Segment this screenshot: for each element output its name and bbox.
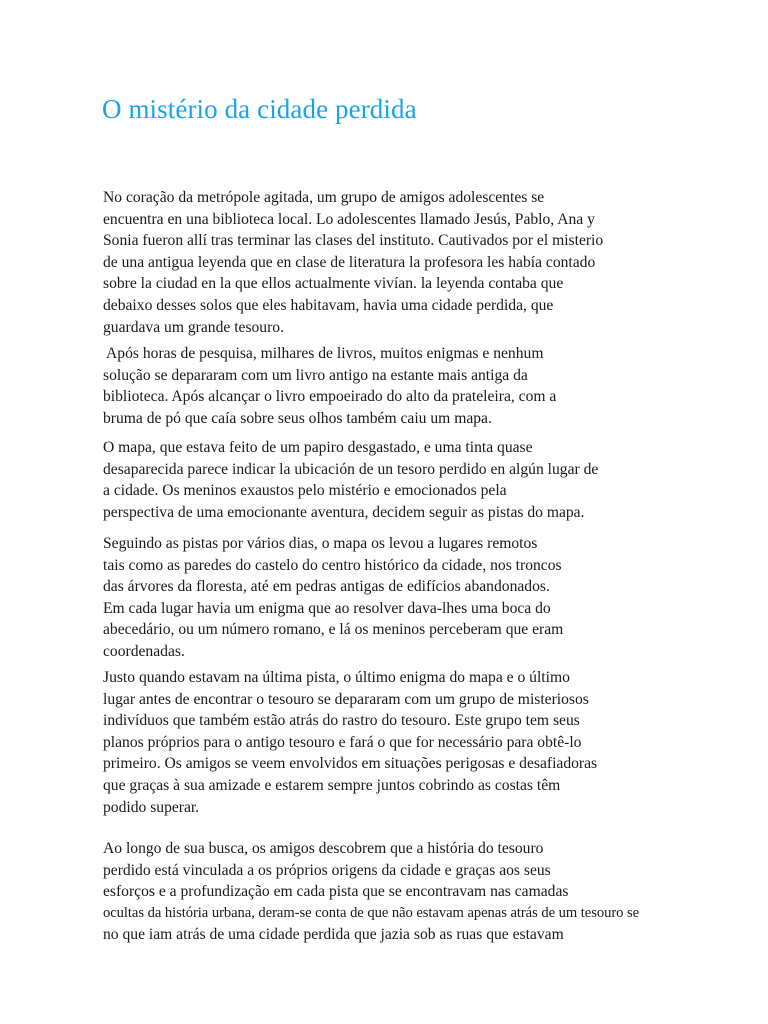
text-line: planos próprios para o antigo tesouro e fará o que for necessário para obtê-lo [103,733,582,751]
text-line: lugar antes de encontrar o tesouro se depararam com um grupo de misteriosos [103,690,589,708]
text-line: no que iam atrás de uma cidade perdida que jazia sob as ruas que estavam [103,926,564,944]
text-line: No coração da metrópole agitada, um grupo de amigos adolescentes se [103,189,545,206]
text-line: indivíduos que também estão atrás do rastro do tesouro. Este grupo tem seus [103,712,580,730]
paragraph-4 [103,533,563,663]
text-line: desaparecida parece indicar la ubicación de un tesoro perdido en algún lugar de [103,460,599,478]
paragraph-5 [103,667,597,818]
text-line: bruma de pó que caía sobre seus olhos também caiu um mapa. [103,409,492,427]
text-line: de una antigua leyenda que en clase de literatura la profesora les había contado [103,253,596,271]
text-line: ocultas da história urbana, deram-se conta de que não estavam apenas atrás de um tesouro se [103,904,640,921]
text-line: perdido está vinculada a os próprios origens da cidade e graças aos seus [103,861,551,879]
text-line: Após horas de pesquisa, milhares de livros, muitos enigmas e nenhum [103,345,544,362]
paragraph-2 [103,343,556,429]
text-line: guardava um grande tesouro. [103,318,284,336]
text-line: das árvores da floresta, até em pedras antigas de edifícios abandonados. [103,578,550,596]
text-line: debaixo desses solos que eles habitavam, havia uma cidade perdida, que [103,296,554,314]
text-line: tais como as paredes do castelo do centro histórico da cidade, nos troncos [103,556,562,574]
paragraph-6 [103,838,639,946]
text-line: Ao longo de sua busca, os amigos descobrem que a história do tesouro [103,840,544,857]
text-line: solução se depararam com um livro antigo na estante mais antiga da [103,366,528,384]
text-line: a cidade. Os meninos exaustos pelo mistério e emocionados pela [103,482,507,500]
document-title: O mistério da cidade perdida [102,94,417,124]
text-line: Sonia fueron allí tras terminar las clases del instituto. Cautivados por el misterio [103,232,604,250]
paragraph-1 [103,187,603,338]
text-line: que graças à sua amizade e estarem sempre juntos cobrindo as costas têm [103,776,561,794]
paragraph-3 [103,437,598,523]
text-line: abecedário, ou um número romano, e lá os meninos perceberam que eram [103,621,564,639]
text-line: coordenadas. [103,642,185,660]
text-line: Seguindo as pistas por vários dias, o mapa os levou a lugares remotos [103,535,538,552]
text-line: primeiro. Os amigos se veem envolvidos em situações perigosas e desafiadoras [103,755,598,773]
text-line: encuentra en una biblioteca local. Lo adolescentes llamado Jesús, Pablo, Ana y [103,210,595,228]
text-line: perspectiva de uma emocionante aventura, decidem seguir as pistas do mapa. [103,503,585,521]
text-line: biblioteca. Após alcançar o livro empoeirado do alto da prateleira, com a [103,388,557,406]
text-line: sobre la ciudad en la que ellos actualmente vivían. la leyenda contaba que [103,275,564,293]
text-line: esforços e a profundização em cada pista que se encontravam nas camadas [103,883,569,901]
text-line: Em cada lugar havia um enigma que ao resolver dava-lhes uma boca do [103,599,551,617]
text-line: Justo quando estavam na última pista, o último enigma do mapa e o último [103,669,570,686]
text-line: O mapa, que estava feito de um papiro desgastado, e uma tinta quase [103,439,533,456]
text-line: podido superar. [103,798,200,816]
